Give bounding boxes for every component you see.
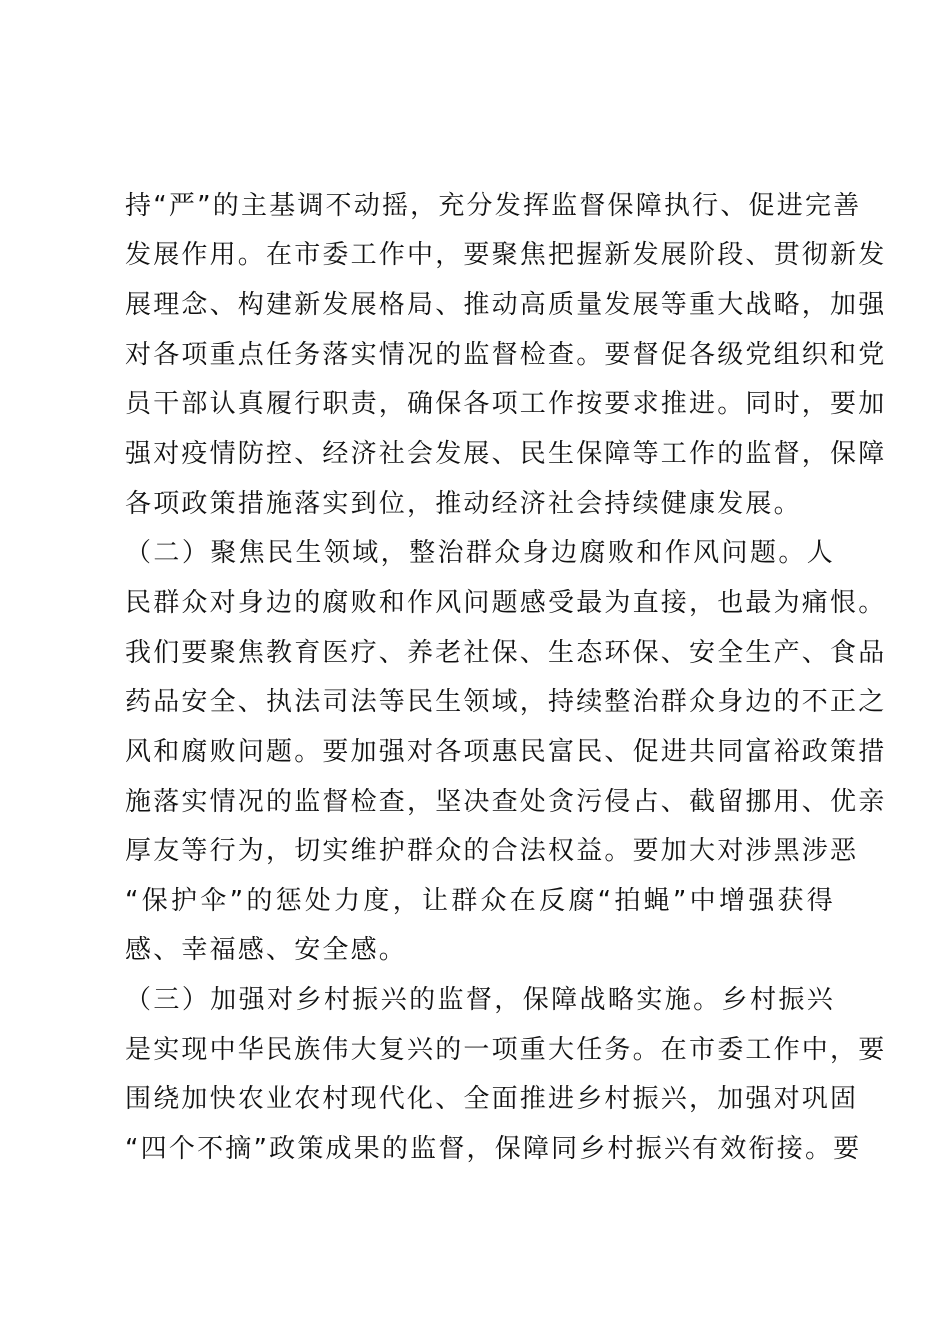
text-line: 民群众对身边的腐败和作风问题感受最为直接，也最为痛恨。 <box>125 588 887 618</box>
text-line: 各项政策措施落实到位，推动经济社会持续健康发展。 <box>125 489 802 519</box>
text-line: 感、幸福感、安全感。 <box>125 935 408 965</box>
text-line: 围绕加快农业农村现代化、全面推进乡村振兴，加强对巩固 <box>125 1084 859 1114</box>
text-line: 是实现中华民族伟大复兴的一项重大任务。在市委工作中，要 <box>125 1035 887 1065</box>
text-line: 持“严”的主基调不动摇，充分发挥监督保障执行、促进完善 <box>125 191 862 221</box>
text-line: 对各项重点任务落实情况的监督检查。要督促各级党组织和党 <box>125 340 887 370</box>
text-line: “保护伞”的惩处力度，让群众在反腐“拍蝇”中增强获得 <box>125 886 835 916</box>
text-line: 强对疫情防控、经济社会发展、民生保障等工作的监督，保障 <box>125 439 887 469</box>
text-line: 厚友等行为，切实维护群众的合法权益。要加大对涉黑涉恶 <box>125 836 859 866</box>
text-line: 员干部认真履行职责，确保各项工作按要求推进。同时，要加 <box>125 389 887 419</box>
text-line: 发展作用。在市委工作中，要聚焦把握新发展阶段、贯彻新发 <box>125 240 887 270</box>
section-heading-line: （二）聚焦民生领域，整治群众身边腐败和作风问题。人 <box>125 538 835 568</box>
text-line: 施落实情况的监督检查，坚决查处贪污侵占、截留挪用、优亲 <box>125 787 887 817</box>
text-line: 药品安全、执法司法等民生领域，持续整治群众身边的不正之 <box>125 687 887 717</box>
text-line: 展理念、构建新发展格局、推动高质量发展等重大战略，加强 <box>125 290 887 320</box>
text-line: 我们要聚焦教育医疗、养老社保、生态环保、安全生产、食品 <box>125 638 887 668</box>
text-line: 风和腐败问题。要加强对各项惠民富民、促进共同富裕政策措 <box>125 737 887 767</box>
section-heading-line: （三）加强对乡村振兴的监督，保障战略实施。乡村振兴 <box>125 985 835 1015</box>
text-line: “四个不摘”政策成果的监督，保障同乡村振兴有效衔接。要 <box>125 1134 862 1164</box>
